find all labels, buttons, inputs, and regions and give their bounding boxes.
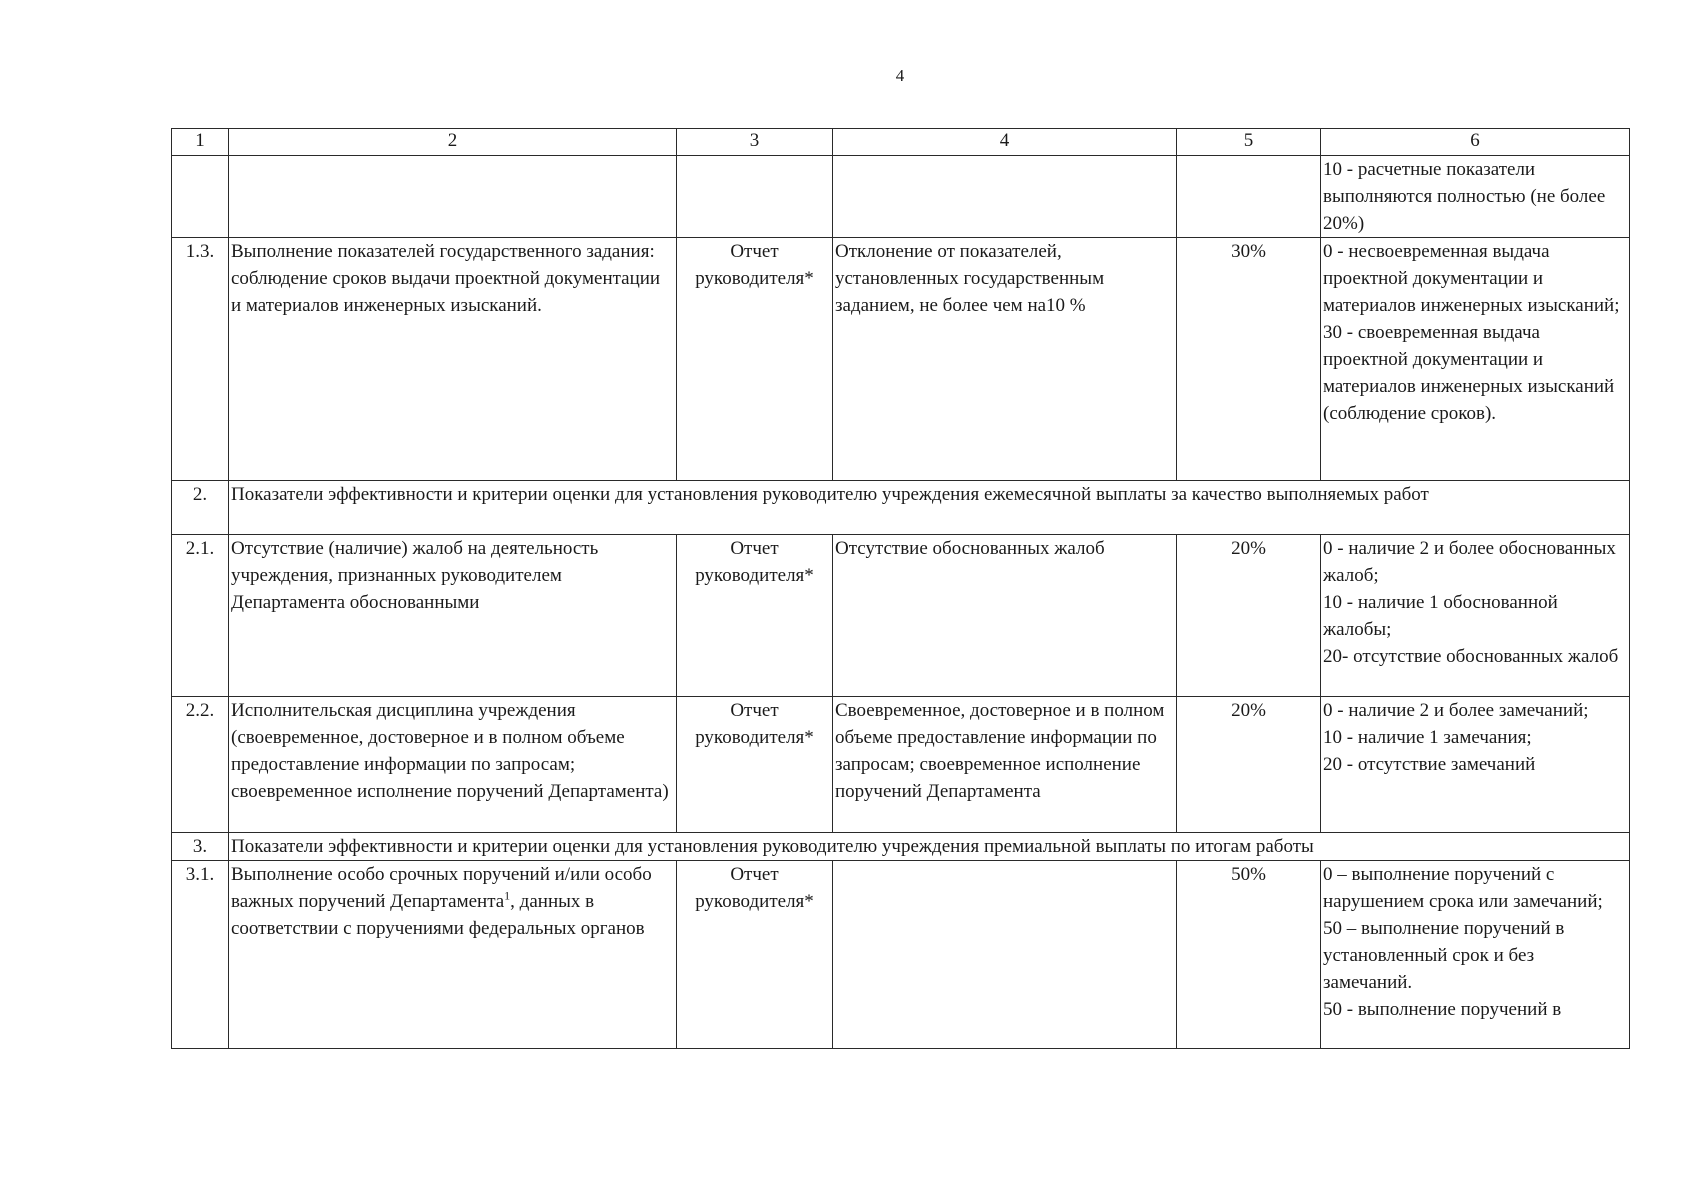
weight-cell: 20% <box>1177 535 1321 697</box>
source-cell: Отчет руководителя* <box>677 861 833 1049</box>
source-cell: Отчет руководителя* <box>677 697 833 833</box>
column-header: 1 <box>172 129 229 156</box>
indicator-text-continued: , данных в соответствии с поручениями федеральных органов <box>231 891 645 939</box>
column-header: 2 <box>229 129 677 156</box>
section-row <box>172 833 1630 861</box>
row-number <box>172 156 229 238</box>
criteria-line: 50 - выполнение поручений в <box>1323 999 1562 1020</box>
condition-cell <box>833 861 1177 1049</box>
footnote-marker: 1 <box>504 888 511 903</box>
section-number: 2. <box>172 481 229 535</box>
criteria-line: 10 - наличие 1 обоснованной жалобы; <box>1323 592 1558 640</box>
condition-cell: Своевременное, достоверное и в полном объеме предоставление информации по запросам; своевременное исполнение поручений Департамента <box>833 697 1177 833</box>
criteria-line: 20- отсутствие обоснованных жалоб <box>1323 646 1619 667</box>
indicator-cell: Исполнительская дисциплина учреждения (своевременное, достоверное и в полном объеме предоставление информации по запросам; своевременное исполнение поручений Департамента) <box>229 697 677 833</box>
weight-cell <box>1177 156 1321 238</box>
table-row <box>172 697 1630 833</box>
criteria-cell <box>1321 156 1630 238</box>
row-number: 1.3. <box>172 238 229 481</box>
indicator-cell <box>229 156 677 238</box>
indicator-cell: Выполнение показателей государственного задания: соблюдение сроков выдачи проектной документации и материалов инженерных изысканий. <box>229 238 677 481</box>
row-number: 3.1. <box>172 861 229 1049</box>
source-cell: Отчет руководителя* <box>677 535 833 697</box>
criteria-line: 0 - несвоевременная выдача проектной документации и материалов инженерных изысканий; <box>1323 241 1620 316</box>
column-header: 6 <box>1321 129 1630 156</box>
weight-cell: 30% <box>1177 238 1321 481</box>
criteria-line: 10 - расчетные показатели выполняются полностью (не более 20%) <box>1323 159 1606 234</box>
condition-cell: Отклонение от показателей, установленных государственным заданием, не более чем на10 % <box>833 238 1177 481</box>
table-row <box>172 861 1630 1049</box>
criteria-line: 20 - отсутствие замечаний <box>1323 754 1536 775</box>
indicators-table <box>171 128 1630 1049</box>
section-row <box>172 481 1630 535</box>
condition-cell <box>833 156 1177 238</box>
indicator-cell: Отсутствие (наличие) жалоб на деятельность учреждения, признанных руководителем Департамента обоснованными <box>229 535 677 697</box>
criteria-line: 0 - наличие 2 и более обоснованных жалоб; <box>1323 538 1616 586</box>
criteria-line: 10 - наличие 1 замечания; <box>1323 727 1532 748</box>
weight-cell: 50% <box>1177 861 1321 1049</box>
table-row <box>172 535 1630 697</box>
section-title: Показатели эффективности и критерии оценки для установления руководителю учреждения ежемесячной выплаты за качество выполняемых работ <box>229 481 1630 535</box>
indicator-text: Выполнение особо срочных поручений и/или особо важных поручений Департамента <box>231 864 652 912</box>
column-header: 3 <box>677 129 833 156</box>
criteria-cell <box>1321 535 1630 697</box>
column-header: 5 <box>1177 129 1321 156</box>
source-cell <box>677 156 833 238</box>
table-row <box>172 156 1630 238</box>
row-number: 2.2. <box>172 697 229 833</box>
condition-cell: Отсутствие обоснованных жалоб <box>833 535 1177 697</box>
row-number: 2.1. <box>172 535 229 697</box>
indicator-cell <box>229 861 677 1049</box>
column-header: 4 <box>833 129 1177 156</box>
criteria-line: 30 - своевременная выдача проектной документации и материалов инженерных изысканий (соблюдение сроков). <box>1323 322 1615 424</box>
criteria-line: 50 – выполнение поручений в установленный срок и без замечаний. <box>1323 918 1565 993</box>
criteria-cell <box>1321 861 1630 1049</box>
section-title: Показатели эффективности и критерии оценки для установления руководителю учреждения премиальной выплаты по итогам работы <box>229 833 1630 861</box>
table-header-row <box>172 129 1630 156</box>
table-row <box>172 238 1630 481</box>
weight-cell: 20% <box>1177 697 1321 833</box>
criteria-cell <box>1321 238 1630 481</box>
page-number: 4 <box>895 66 905 85</box>
criteria-line: 0 - наличие 2 и более замечаний; <box>1323 700 1589 721</box>
criteria-line: 0 – выполнение поручений с нарушением срока или замечаний; <box>1323 864 1603 912</box>
section-number: 3. <box>172 833 229 861</box>
criteria-cell <box>1321 697 1630 833</box>
source-cell: Отчет руководителя* <box>677 238 833 481</box>
